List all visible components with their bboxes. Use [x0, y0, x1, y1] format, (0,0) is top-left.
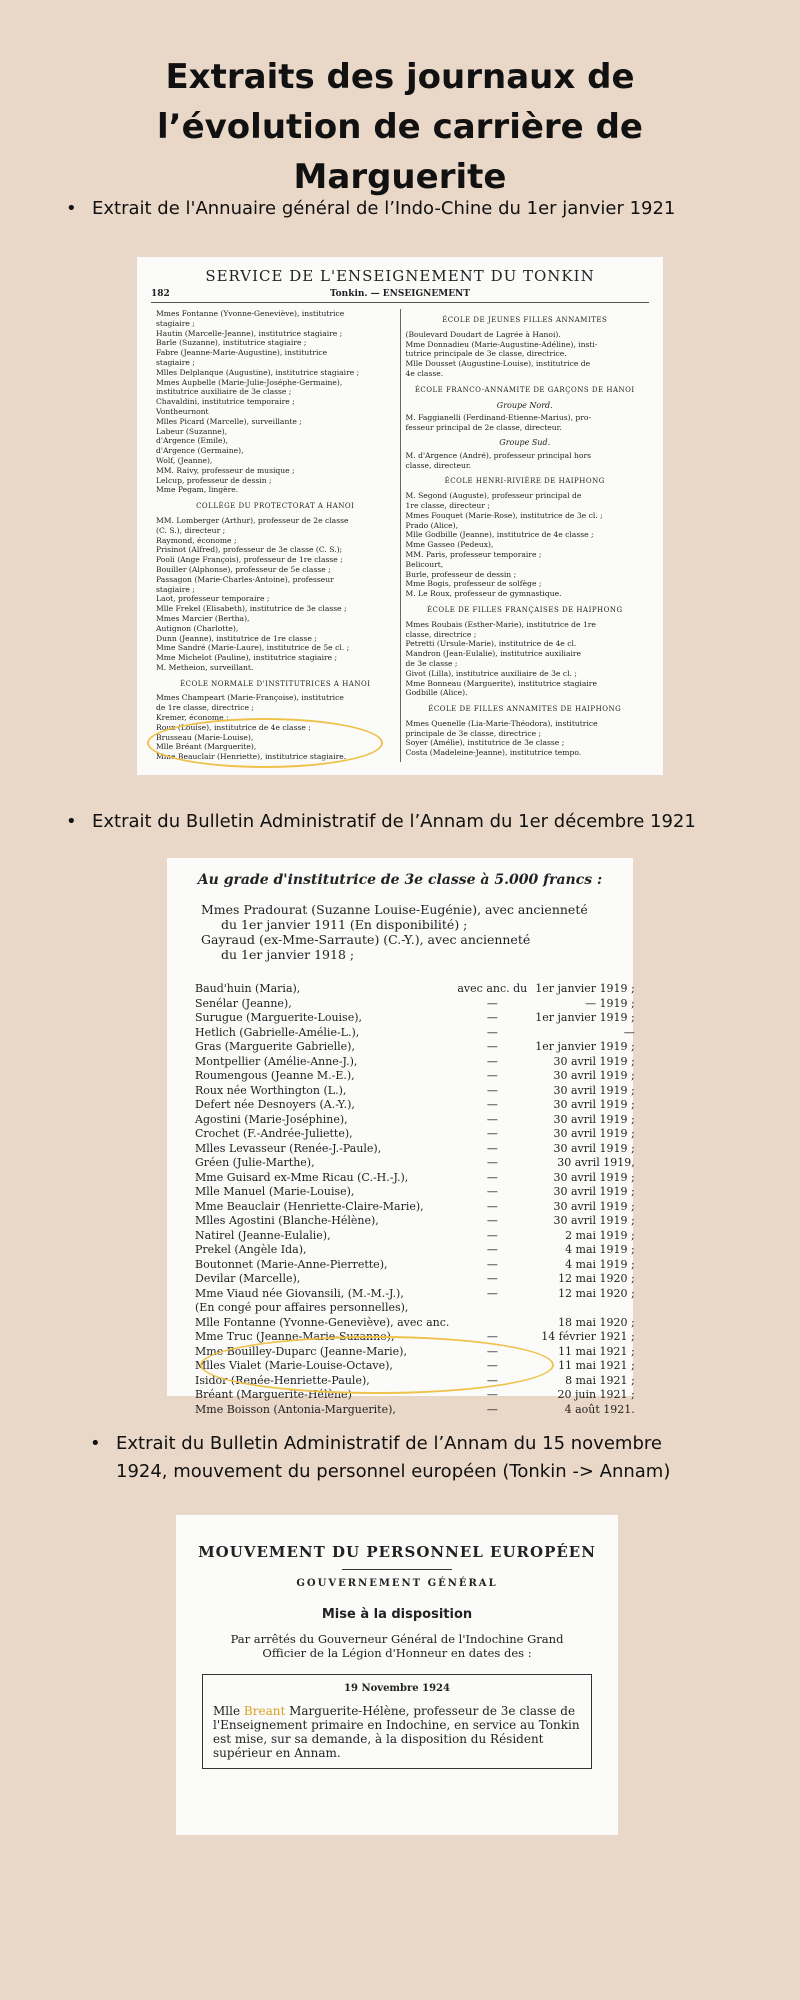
scan-text-line: Mmes Fouquet (Marie-Rose), institutrice de 3e cl. ; [405, 510, 603, 520]
scan-text-line: stagiaire ; [156, 357, 195, 367]
scan1-subheader-row [151, 289, 649, 303]
scan3-box-text [213, 1704, 581, 1760]
table-row [195, 1011, 635, 1026]
row-seniority: — [486, 1141, 498, 1155]
row-name: Agostini (Marie-Joséphine), [195, 1112, 348, 1126]
row-date: 30 avril 1919 ; [553, 1054, 635, 1068]
bullet-text: Extrait du Bulletin Administratif de l’Annam du 1er décembre 1921 [92, 811, 696, 832]
row-seniority: — [486, 1112, 498, 1126]
row-date: 30 avril 1919 ; [553, 1170, 635, 1184]
scan-text-line: de 3e classe ; [405, 658, 458, 668]
row-date: 1er janvier 1919 ; [535, 1040, 635, 1053]
scan-text-line: Chavaldini, institutrice temporaire ; [156, 397, 295, 407]
row-date: 30 avril 1919 ; [553, 1185, 635, 1198]
scan-text-line: classe, directrice ; [405, 629, 477, 639]
table-row [195, 1171, 635, 1186]
scan-text-line: M. Faggianelli (Ferdinand-Etienne-Marius), pro- [405, 413, 592, 423]
highlight-oval-annuaire [147, 718, 383, 768]
row-date: 30 avril 1919 ; [553, 1083, 635, 1097]
row-date: 30 avril 1919 ; [553, 1214, 635, 1227]
scan-text-line: Mme Michelot (Pauline), institutrice stagiaire ; [156, 653, 338, 663]
row-name: Prekel (Angèle Ida), [195, 1243, 307, 1256]
scan1-section-college: COLLÈGE DU PROTECTORAT A HANOI [196, 502, 355, 511]
row-date: 30 avril 1919 ; [553, 1112, 635, 1126]
scan3-section: Mise à la disposition [321, 1607, 473, 1622]
row-name: Defert née Desnoyers (A.-Y.), [195, 1098, 355, 1111]
row-seniority: — [486, 1185, 498, 1198]
scan-text-line: Dunn (Jeanne), institutrice de 1re classe ; [156, 633, 317, 643]
row-seniority: — [486, 1011, 498, 1024]
scan-annuaire-1921 [137, 257, 663, 775]
scan3-box-prefix: Mlle [213, 1704, 241, 1718]
row-seniority: — [486, 1228, 498, 1242]
row-date: — [623, 1025, 635, 1039]
bullet-bulletin-1921 [66, 808, 772, 836]
row-name: Crochet (F.-Andrée-Juliette), [195, 1127, 353, 1140]
row-name: Senélar (Jeanne), [195, 996, 292, 1010]
bullet-annuaire [66, 195, 772, 223]
scan-text-line: 4e classe. [405, 368, 444, 378]
row-seniority: — [486, 1069, 498, 1082]
scan-bulletin-1921 [167, 858, 635, 1416]
scan-line-group [406, 491, 645, 599]
table-row [195, 1142, 635, 1157]
scan-text-line: Costa (Madeleine-Jeanne), institutrice tempo. [405, 748, 582, 758]
row-name: Natirel (Jeanne-Eulalie), [195, 1228, 331, 1242]
row-date: 1er janvier 1919 ; [535, 982, 635, 995]
scan-text-line: Mmes Fontanne (Yvonne-Geneviève), institutrice [156, 309, 345, 318]
scan2-intro-line: du 1er janvier 1918 ; [221, 947, 355, 962]
scan-text-line: Wolf, (Jeanne), [156, 455, 213, 465]
scan1-subheader: Tonkin. — ENSEIGNEMENT [330, 289, 470, 299]
row-seniority: — [486, 1286, 498, 1300]
scan1-right-column [400, 309, 650, 762]
scan-text-line: Mlle Frekel (Elisabeth), institutrice de 3e classe ; [156, 604, 347, 614]
scan-line-group [406, 330, 645, 379]
scan-text-line: Mme Donnadieu (Marie-Augustine-Adéline), insti- [405, 339, 598, 349]
scan-text-line: d'Argence (Emile), [156, 436, 228, 446]
row-seniority: — [486, 1359, 498, 1372]
table-row [195, 997, 635, 1012]
scan-text-line: MM. Paris, professeur temporaire ; [405, 549, 542, 559]
table-row [195, 1055, 635, 1070]
scan1-section-jeunes-filles: ÉCOLE DE JEUNES FILLES ANNAMITES [442, 316, 608, 324]
scan-text-line: M. Segond (Auguste), professeur principal de [405, 491, 582, 501]
scan-text-line: Mme Gasseo (Pedeux), [405, 540, 494, 550]
scan-text-line: Hautin (Marcelle-Jeanne), institutrice stagiaire ; [156, 328, 343, 338]
table-row [195, 1403, 635, 1418]
row-name: Mme Truc (Jeanne-Marie-Suzanne), [195, 1330, 395, 1343]
row-date: 12 mai 1920 ; [558, 1286, 635, 1300]
scan-text-line: Brusseau (Marie-Louise), [156, 732, 254, 742]
scan-text-line: Lelcup, professeur de dessin ; [156, 475, 272, 485]
scan-text-line: institutrice auxiliaire de 3e classe ; [156, 387, 292, 397]
scan-text-line: Mme Bonneau (Marguerite), institutrice stagiaire [405, 678, 597, 688]
scan3-box-rest: Marguerite-Hélène, professeur de 3e classe de l'Enseignement primaire en Indochine, en service au Tonkin est mise, sur sa demande, à la disposition du Résident supérieur en Annam. [213, 1704, 580, 1760]
table-row [195, 1229, 635, 1244]
bullet-text: Extrait du Bulletin Administratif de l’Annam du 15 novembre 1924, mouvement du personnel européen (Tonkin -> Annam) [116, 1433, 671, 1482]
row-date: 11 mai 1921 ; [558, 1359, 635, 1372]
table-row [195, 1200, 635, 1215]
bullet-bulletin-1924 [90, 1430, 716, 1486]
scan-text-line: Mlles Picard (Marcelle), surveillante ; [156, 416, 302, 426]
row-name: Mme Boisson (Antonia-Marguerite), [195, 1402, 396, 1416]
scan-text-line: Bouiller (Alphonse), professeur de 5e classe ; [156, 564, 331, 574]
table-row [195, 1127, 635, 1142]
row-date: 4 août 1921. [564, 1402, 635, 1416]
row-date: 30 avril 1919 ; [553, 1141, 635, 1155]
scan-text-line: Prisinot (Alfred), professeur de 3e classe (C. S.); [156, 545, 343, 555]
scan-text-line: Petretti (Ursule-Marie), institutrice de 4e cl. [405, 639, 577, 649]
scan-text-line: Belicourt, [405, 559, 444, 569]
row-seniority: — [486, 1098, 498, 1111]
row-date: 18 mai 1920 ; [558, 1315, 635, 1329]
scan-text-line: principale de 3e classe, directrice ; [405, 728, 542, 738]
bullet-dot: • [66, 198, 77, 219]
scan1-page-number: 182 [151, 289, 170, 299]
row-name: Surugue (Marguerite-Louise), [195, 1011, 362, 1024]
scan-line-group [156, 516, 395, 673]
row-date: 14 février 1921 ; [541, 1330, 635, 1343]
scan-text-line: Barle (Suzanne), institutrice stagiaire ; [156, 338, 307, 348]
row-date: 30 avril 1919 ; [553, 1098, 635, 1111]
scan-text-line: Mlles Delplanque (Augustine), institutrice stagiaire ; [156, 367, 360, 377]
row-seniority: — [486, 1257, 498, 1271]
scan-text-line: fesseur principal de 2e classe, directeur. [405, 423, 562, 433]
row-seniority: — [486, 1402, 498, 1416]
row-name: Roux née Worthington (L.), [195, 1083, 347, 1097]
row-seniority: — [486, 1054, 498, 1068]
table-row [195, 1272, 635, 1287]
scan-text-line: Mmes Champeart (Marie-Françoise), institutrice [156, 693, 344, 703]
scan-text-line: Raymond, économe ; [156, 535, 237, 545]
row-name: Mlles Vialet (Marie-Louise-Octave), [195, 1359, 393, 1372]
scan2-intro-line: Mmes Pradourat (Suzanne Louise-Eugénie), avec ancienneté [201, 902, 588, 917]
row-name: (En congé pour affaires personnelles), [195, 1301, 409, 1314]
row-name: Mlles Agostini (Blanche-Hélène), [195, 1214, 379, 1227]
scan-text-line: M. d'Argence (André), professeur principal hors [405, 450, 591, 460]
row-seniority: — [486, 1156, 498, 1169]
scan-text-line: Givot (Lilla), institutrice auxiliaire de 3e cl. ; [405, 668, 577, 678]
bullet-text: Extrait de l'Annuaire général de l’Indo-Chine du 1er janvier 1921 [92, 198, 676, 219]
row-seniority: — [486, 1373, 498, 1387]
table-row [195, 1301, 635, 1316]
scan-text-line: Mme Beauclair (Henriette), institutrice stagiaire. [156, 752, 347, 762]
scan-text-line: stagiaire ; [156, 584, 195, 594]
table-row [195, 1185, 635, 1200]
scan1-section-filles-francaises: ÉCOLE DE FILLES FRANÇAISES DE HAIPHONG [426, 605, 623, 614]
bullet-dot: • [90, 1433, 101, 1454]
scan3-intro-line: Officier de la Légion d'Honneur en dates des : [262, 1646, 532, 1660]
scan-text-line: Autignon (Charlotte), [156, 623, 239, 633]
row-name: Mlle Fontanne (Yvonne-Geneviève), avec anc. [195, 1315, 450, 1329]
row-date: 8 mai 1921 ; [565, 1373, 635, 1387]
scan-text-line: (Boulevard Doudart de Lagrée à Hanoi). [405, 329, 561, 339]
table-row [195, 1243, 635, 1258]
table-row [195, 1026, 635, 1041]
scan-line-group [406, 413, 645, 433]
scan3-subtitle: GOUVERNEMENT GÉNÉRAL [296, 1578, 498, 1589]
table-row [195, 1084, 635, 1099]
row-date: 30 avril 1919 ; [553, 1199, 635, 1213]
row-seniority: — [486, 1170, 498, 1184]
scan3-rule [342, 1569, 452, 1570]
row-seniority: — [486, 1127, 498, 1140]
scan-text-line: Mlle Godbille (Jeanne), institutrice de 4e classe ; [405, 530, 594, 540]
scan-text-line: d'Argence (Germaine), [156, 446, 244, 456]
row-name: Gras (Marguerite Gabrielle), [195, 1040, 355, 1053]
row-date: 12 mai 1920 ; [558, 1272, 635, 1285]
scan-text-line: Mmes Quenelle (Lia-Marie-Théodora), institutrice [405, 718, 598, 728]
row-date [535, 1301, 635, 1316]
scan3-intro-line: Par arrêtés du Gouverneur Général de l'Indochine Grand [230, 1632, 564, 1646]
table-row [195, 1040, 635, 1055]
scan-text-line: Labeur (Suzanne), [156, 426, 228, 436]
scan-text-line: Mandron (Jean-Eulalie), institutrice auxiliaire [405, 649, 582, 659]
scan-line-group [406, 620, 645, 698]
scan-text-line: Mmes Marcier (Bertha), [156, 613, 250, 623]
row-name: Mlles Levasseur (Renée-J.-Paule), [195, 1141, 382, 1155]
row-seniority: — [486, 1344, 498, 1358]
scan3-highlighted-name: Breant [243, 1704, 286, 1718]
row-name: Baud'huin (Maria), [195, 982, 301, 995]
scan3-intro [192, 1632, 602, 1660]
scan3-box-date: 19 Novembre 1924 [344, 1683, 450, 1694]
scan-text-line: Mmes Aupbelle (Marie-Julie-Joséphe-Germaine), [156, 377, 343, 387]
scan-text-line: Roux (Louise), institutrice de 4e classe ; [156, 722, 311, 732]
scan-text-line: de 1re classe, directrice ; [156, 703, 254, 713]
scan-text-line: Soyer (Amélie), institutrice de 3e classe ; [405, 738, 565, 748]
scan-text-line: Mlle Bréant (Marguerite), [156, 742, 257, 752]
row-date: 4 mai 1919 ; [565, 1243, 635, 1256]
row-seniority [449, 1301, 535, 1316]
row-date: 20 juin 1921 ; [557, 1388, 635, 1401]
scan-bulletin-1924 [176, 1515, 618, 1835]
scan-text-line: Mme Pegam, lingère. [156, 485, 239, 495]
row-date: 4 mai 1919 ; [565, 1257, 635, 1271]
scan-text-line: stagiaire ; [156, 318, 195, 328]
row-seniority: — [486, 1083, 498, 1097]
scan1-section-filles-annamites: ÉCOLE DE FILLES ANNAMITES DE HAIPHONG [428, 705, 622, 714]
page-title: Extraits des journaux de l’évolution de carrière de Marguerite [157, 57, 643, 197]
row-name: Boutonnet (Marie-Anne-Pierrette), [195, 1257, 388, 1271]
scan-text-line: Burle, professeur de dessin ; [405, 569, 517, 579]
scan-text-line: (C. S.), directeur ; [156, 525, 226, 535]
row-seniority: — [486, 1040, 498, 1053]
scan1-group-nord: Groupe Nord. [496, 400, 553, 410]
scan-text-line: Mmes Roubais (Esther-Marie), institutrice de 1re [405, 619, 596, 629]
row-name: Mlle Manuel (Marie-Louise), [195, 1185, 355, 1198]
row-name: Roumengous (Jeanne M.-E.), [195, 1069, 355, 1082]
row-name: Bréant (Marguerite-Hélène) [195, 1388, 352, 1401]
row-name: Isidor (Renée-Henriette-Paule), [195, 1373, 370, 1387]
scan1-group-sud: Groupe Sud. [499, 437, 551, 447]
row-date: 11 mai 1921 ; [558, 1344, 635, 1358]
scan-text-line: 1re classe, directeur ; [405, 500, 490, 510]
scan-text-line: Prado (Alice), [405, 520, 459, 530]
scan-text-line: M. Le Roux, professeur de gymnastique. [405, 589, 562, 599]
scan-line-group [406, 451, 645, 471]
row-name: Mme Bouilley-Duparc (Jeanne-Marie), [195, 1344, 407, 1358]
row-date: — 1919 ; [585, 996, 635, 1010]
scan-text-line: M. Metheion, surveillant. [156, 662, 254, 672]
row-seniority: — [486, 1272, 498, 1285]
row-seniority: — [486, 1243, 498, 1256]
table-row [195, 1156, 635, 1171]
scan1-left-column [151, 309, 400, 762]
row-name: Mme Guisard ex-Mme Ricau (C.-H.-J.), [195, 1170, 409, 1184]
table-row [195, 1316, 635, 1331]
row-seniority: — [486, 1330, 498, 1343]
table-row [195, 1113, 635, 1128]
scan2-heading: Au grade d'institutrice de 3e classe à 5.000 francs : [197, 872, 603, 888]
scan-line-group [406, 719, 645, 758]
row-seniority: — [486, 1025, 498, 1039]
scan1-header: SERVICE DE L'ENSEIGNEMENT DU TONKIN [205, 267, 595, 285]
row-seniority: — [486, 1388, 498, 1401]
row-seniority: — [486, 1199, 498, 1213]
row-date: 30 avril 1919, [557, 1156, 635, 1169]
table-row [195, 1214, 635, 1229]
row-date: 30 avril 1919 ; [553, 1069, 635, 1082]
scan-text-line: Vontheurnont [156, 406, 209, 416]
scan-text-line: Fabre (Jeanne-Marie-Augustine), institutrice [156, 348, 328, 358]
row-name: Hetlich (Gabrielle-Amélie-L.), [195, 1025, 360, 1039]
scan-text-line: Mlle Dousset (Augustine-Louise), institutrice de [405, 359, 591, 369]
scan-text-line: Mme Bogis, professeur de solfège ; [405, 579, 542, 589]
scan-text-line: Godbille (Alice). [405, 688, 468, 698]
row-date: 1er janvier 1919 ; [535, 1011, 635, 1024]
table-row [195, 1287, 635, 1302]
scan1-section-henri-riviere: ÉCOLE HENRI-RIVIÈRE DE HAIPHONG [444, 477, 605, 486]
scan-text-line: Passagon (Marie-Charles-Antoine), professeur [156, 574, 334, 584]
scan-text-line: Mme Sandré (Marie-Laure), institutrice de 5e cl. ; [156, 643, 350, 653]
scan-text-line: tutrice principale de 3e classe, directrice. [405, 349, 567, 359]
scan-text-line: Kremer, économe ; [156, 713, 229, 723]
row-seniority [449, 1316, 535, 1331]
table-row [195, 1069, 635, 1084]
scan1-section-ecole-normale: ÉCOLE NORMALE D'INSTITUTRICES A HANOI [179, 679, 371, 688]
scan1-section-franco-annamite: ÉCOLE FRANCO-ANNAMITE DE GARÇONS DE HANOI [414, 385, 635, 394]
row-date: 2 mai 1919 ; [565, 1228, 635, 1242]
highlight-oval-bulletin-1921 [200, 1336, 554, 1394]
scan-text-line: classe, directeur. [405, 460, 472, 470]
row-seniority: — [486, 1214, 498, 1227]
scan2-intro-line: Gayraud (ex-Mme-Sarraute) (C.-Y.), avec ancienneté [201, 932, 531, 947]
scan-text-line: Pooli (Ange François), professeur de 1re classe ; [156, 555, 343, 565]
bullet-dot: • [66, 811, 77, 832]
scan2-intro-line: du 1er janvier 1911 (En disponibilité) ; [221, 917, 468, 932]
table-row [195, 1258, 635, 1273]
row-name: Montpellier (Amélie-Anne-J.), [195, 1054, 358, 1068]
scan-text-line: Laot, professeur temporaire ; [156, 594, 270, 604]
scan3-title: MOUVEMENT DU PERSONNEL EUROPÉEN [198, 1543, 596, 1561]
row-date: 30 avril 1919 ; [553, 1127, 635, 1140]
row-name: Mme Beauclair (Henriette-Claire-Marie), [195, 1199, 424, 1213]
table-row [195, 1098, 635, 1113]
scan-text-line: MM. Raivy, professeur de musique ; [156, 465, 295, 475]
row-name: Devilar (Marcelle), [195, 1272, 301, 1285]
row-seniority: — [486, 996, 498, 1010]
table-row [195, 982, 635, 997]
row-name: Gréen (Julie-Marthe), [195, 1156, 315, 1169]
row-name: Mme Viaud née Giovansili, (M.-M.-J.), [195, 1286, 404, 1300]
scan3-decision-box [202, 1674, 592, 1769]
scan-text-line: MM. Lomberger (Arthur), professeur de 2e classe [156, 515, 349, 525]
row-seniority: avec anc. du [457, 982, 528, 995]
scan-line-group [156, 309, 395, 495]
